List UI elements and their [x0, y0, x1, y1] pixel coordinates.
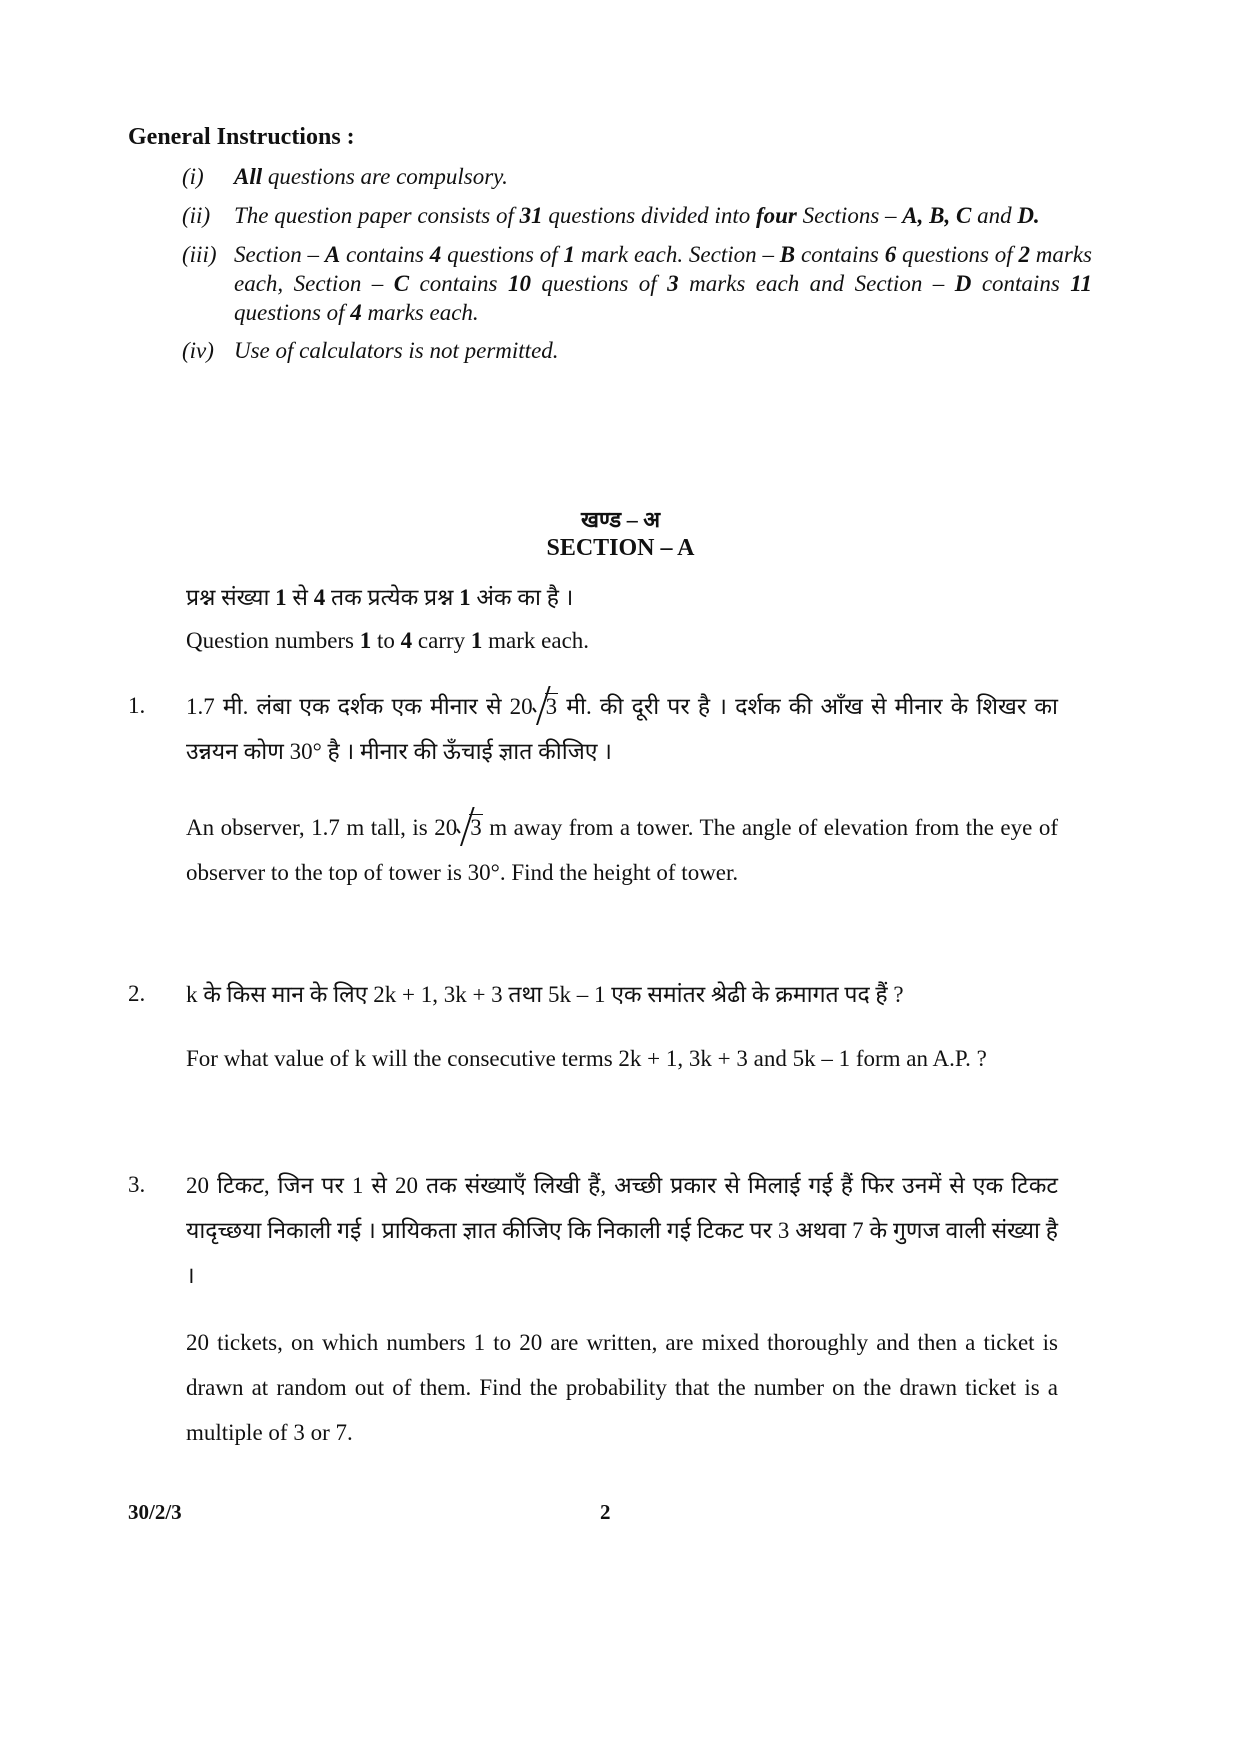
question-text-hindi: k के किस मान के लिए 2k + 1, 3k + 3 तथा 5k – 1 एक समांतर श्रेढी के क्रमागत पद हैं ? [186, 982, 904, 1007]
page-number: 2 [600, 1500, 611, 1524]
question-text-english: For what value of k will the consecutive terms 2k + 1, 3k + 3 and 5k – 1 form an A.P. ? [186, 1046, 987, 1071]
question-number: 2. [128, 981, 146, 1006]
section-note-english: Question numbers 1 to 4 carry 1 mark each. [186, 628, 590, 653]
question-number: 3. [128, 1172, 146, 1197]
instruction-number: (ii) [182, 203, 211, 228]
instruction-text: The question paper consists of 31 questions divided into four Sections – A, B, C and D. [234, 203, 1040, 228]
instruction-item [182, 240, 1122, 330]
instruction-item [182, 336, 1122, 366]
instruction-text: Section – A contains 4 questions of 1 mark each. Section – B contains 6 questions of 2 marks each, Section – C contains 10 questions of 3 marks each and Section – D contains 11 questions of 4 marks each. [234, 242, 1093, 325]
section-title-english: SECTION – A [546, 535, 695, 561]
question-text-hindi: 1.7 मी. लंबा एक दर्शक एक मीनार से 20 3 मी. की दूरी पर है । दर्शक की आँख से मीनार के शिखर का उन्नयन कोण 30° है । मीनार की ऊँचाई ज्ञात कीजिए । [186, 684, 1058, 774]
question-text-english: 20 tickets, on which numbers 1 to 20 are written, are mixed thoroughly and then a ticket is drawn at random out of them. Find the probability that the number on the drawn ticket is a multiple of 3 or 7. [186, 1330, 1058, 1445]
instruction-item [182, 201, 1122, 231]
question-text-hindi: 20 टिकट, जिन पर 1 से 20 तक संख्याएँ लिखी हैं, अच्छी प्रकार से मिलाई गई हैं फिर उनमें से एक टिकट यादृच्छया निकाली गई । प्रायिकता ज्ञात कीजिए कि निकाली गई टिकट पर 3 अथवा 7 के गुणज वाली संख्या है । [186, 1173, 1058, 1288]
question-text-english: An observer, 1.7 m tall, is 20 3 m away from a tower. The angle of elevation from the eye of observer to the top of tower is 30°. Find the height of tower. [186, 805, 1058, 895]
paper-code: 30/2/3 [128, 1500, 182, 1524]
section-note-hindi: प्रश्न संख्या 1 से 4 तक प्रत्येक प्रश्न 1 अंक का है । [186, 585, 574, 610]
instruction-item [182, 162, 1122, 192]
instruction-number: (iv) [182, 338, 214, 363]
question-number: 1. [128, 693, 146, 718]
instruction-text: Use of calculators is not permitted. [234, 338, 559, 363]
instruction-text: All questions are compulsory. [234, 164, 508, 189]
general-instructions-title: General Instructions : [128, 124, 355, 150]
instruction-number: (i) [182, 164, 204, 189]
instruction-number: (iii) [182, 242, 217, 267]
section-title-hindi: खण्ड – अ [580, 507, 661, 532]
